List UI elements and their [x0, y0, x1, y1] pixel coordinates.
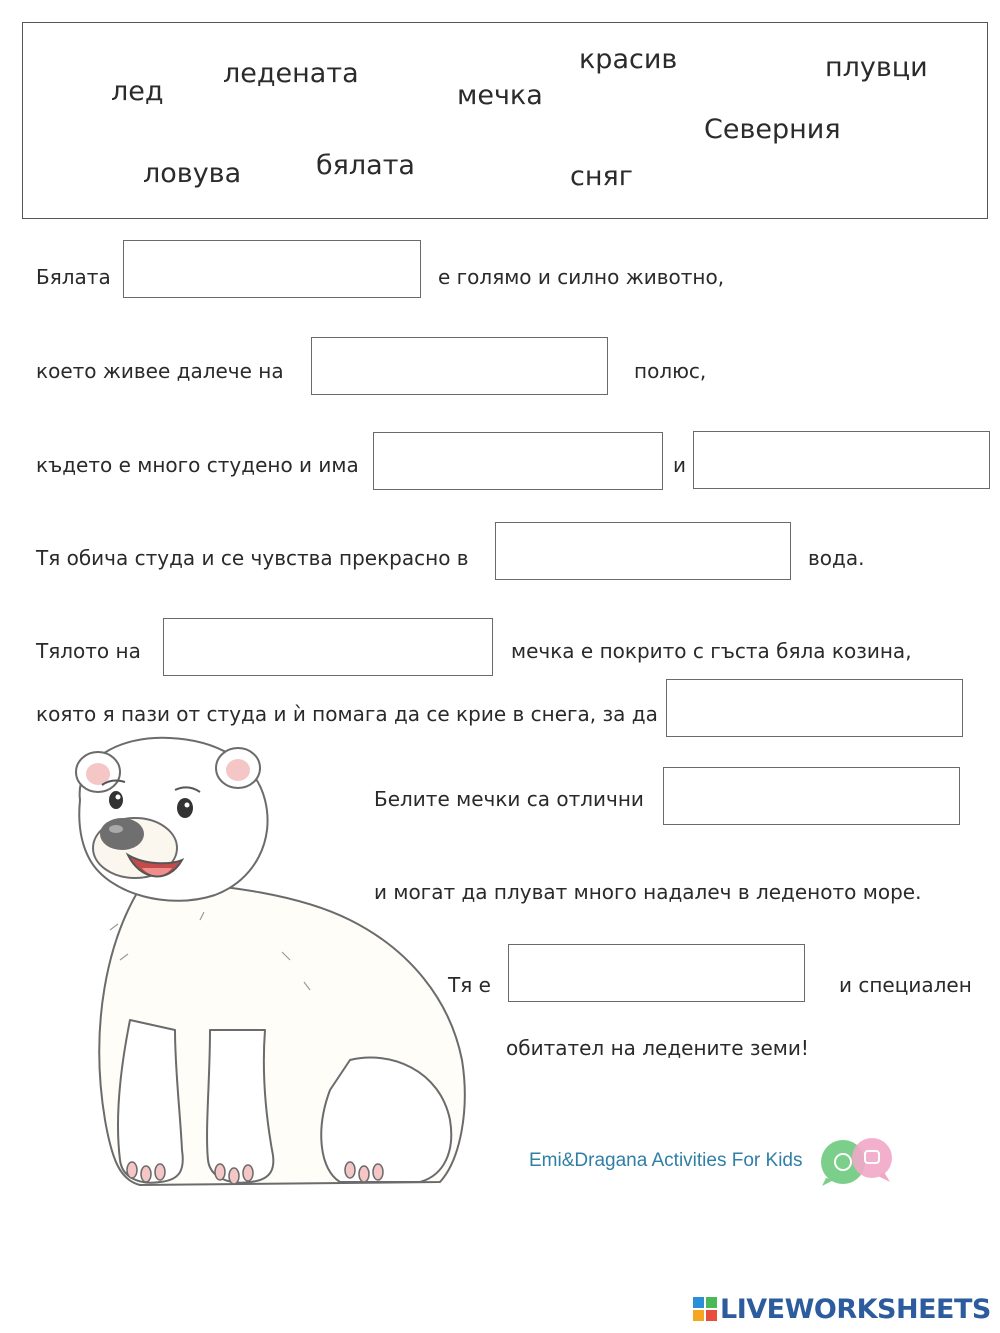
- sentence-text: Тя е: [448, 973, 491, 997]
- answer-blank-2[interactable]: [311, 337, 608, 395]
- sentence-text: и специален: [839, 973, 972, 997]
- word-bank-item: бялата: [316, 150, 415, 181]
- word-bank-item: красив: [579, 44, 678, 75]
- credit-text: Emi&Dragana Activities For Kids: [529, 1150, 803, 1171]
- answer-blank-1[interactable]: [123, 240, 421, 298]
- word-bank-item: плувци: [825, 52, 928, 83]
- sentence-text: вода.: [808, 546, 865, 570]
- word-bank-item: сняг: [570, 161, 633, 192]
- answer-blank-8[interactable]: [508, 944, 805, 1002]
- answer-blank-7[interactable]: [663, 767, 960, 825]
- sentence-text: и могат да плуват много надалеч в леденото море.: [374, 880, 922, 904]
- liveworksheets-brand-text: LIVEWORKSHEETS: [720, 1293, 991, 1325]
- liveworksheets-logo: [692, 1292, 991, 1326]
- answer-blank-6[interactable]: [666, 679, 963, 737]
- word-bank-item: лед: [111, 76, 164, 107]
- answer-blank-3a[interactable]: [373, 432, 663, 490]
- sentence-text: обитател на ледените земи!: [506, 1036, 809, 1060]
- sentence-text: Белите мечки са отлични: [374, 787, 644, 811]
- sentence-text: която я пази от студа и ѝ помага да се крие в снега, за да: [36, 702, 658, 726]
- liveworksheets-logo-icon: [692, 1296, 718, 1322]
- word-bank-item: Северния: [704, 114, 841, 145]
- answer-blank-4[interactable]: [495, 522, 791, 580]
- word-bank: [22, 22, 988, 219]
- word-bank-item: ловува: [143, 158, 242, 189]
- sentence-text: полюс,: [634, 359, 707, 383]
- polar-bear-illustration: [50, 730, 480, 1200]
- answer-blank-5[interactable]: [163, 618, 493, 676]
- sentence-text: Бялата: [36, 265, 111, 289]
- sentence-text: Тялото на: [36, 639, 141, 663]
- sentence-text: и: [673, 453, 686, 477]
- sentence-text: е голямо и силно животно,: [438, 265, 725, 289]
- chat-bubbles-logo-icon: [816, 1136, 896, 1188]
- sentence-text: където е много студено и има: [36, 453, 359, 477]
- word-bank-item: мечка: [457, 80, 543, 111]
- word-bank-item: ледената: [223, 58, 359, 89]
- sentence-text: мечка е покрито с гъста бяла козина,: [511, 639, 912, 663]
- sentence-text: което живее далече на: [36, 359, 284, 383]
- sentence-text: Тя обича студа и се чувства прекрасно в: [36, 546, 469, 570]
- answer-blank-3b[interactable]: [693, 431, 990, 489]
